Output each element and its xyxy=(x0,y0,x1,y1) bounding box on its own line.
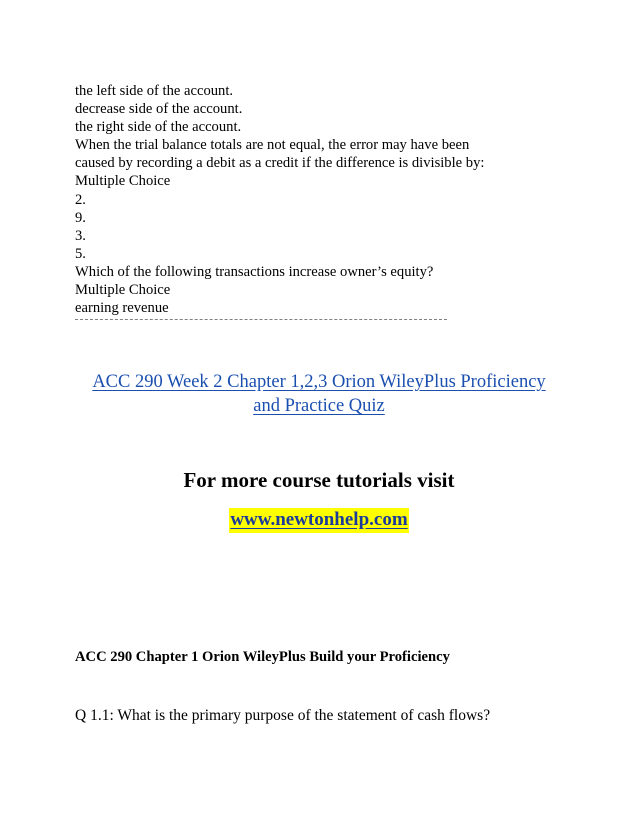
answer-option-left-side: the left side of the account. xyxy=(75,83,234,99)
question-text: Q 1.1: What is the primary purpose of the statement of cash flows? xyxy=(75,707,491,724)
quiz-title-link[interactable] xyxy=(70,370,568,418)
answer-option-right-side: the right side of the account. xyxy=(75,119,242,136)
answer-option-3: 3. xyxy=(75,227,86,244)
question-owners-equity: Which of the following transactions increase owner’s equity? xyxy=(75,263,434,280)
multiple-choice-label: Multiple Choice xyxy=(75,173,171,190)
dashed-divider xyxy=(75,319,447,320)
chapter-heading: ACC 290 Chapter 1 Orion WileyPlus Build your Proficiency xyxy=(75,649,450,665)
multiple-choice-label: Multiple Choice xyxy=(75,282,171,299)
quiz-title-link-line1[interactable]: ACC 290 Week 2 Chapter 1,2,3 Orion WileyPlus Proficiency xyxy=(92,372,546,392)
answer-option-decrease-side: decrease side of the account. xyxy=(75,101,243,118)
quiz-title-link-line2[interactable]: and Practice Quiz xyxy=(253,396,385,416)
promo-heading: For more course tutorials visit xyxy=(183,468,455,492)
question-trial-balance-line1: When the trial balance totals are not equal, the error may have been xyxy=(75,137,470,154)
answer-option-earning-revenue: earning revenue xyxy=(75,300,169,317)
promo-url-wrapper xyxy=(0,509,638,531)
answer-option-5: 5. xyxy=(75,245,86,262)
answer-option-2: 2. xyxy=(75,191,86,208)
quiz-text-block xyxy=(75,82,575,317)
answer-option-9: 9. xyxy=(75,209,86,226)
promo-url-link[interactable]: www.newtonhelp.com xyxy=(229,508,408,533)
question-trial-balance-line2: caused by recording a debit as a credit if the difference is divisible by: xyxy=(75,155,485,172)
